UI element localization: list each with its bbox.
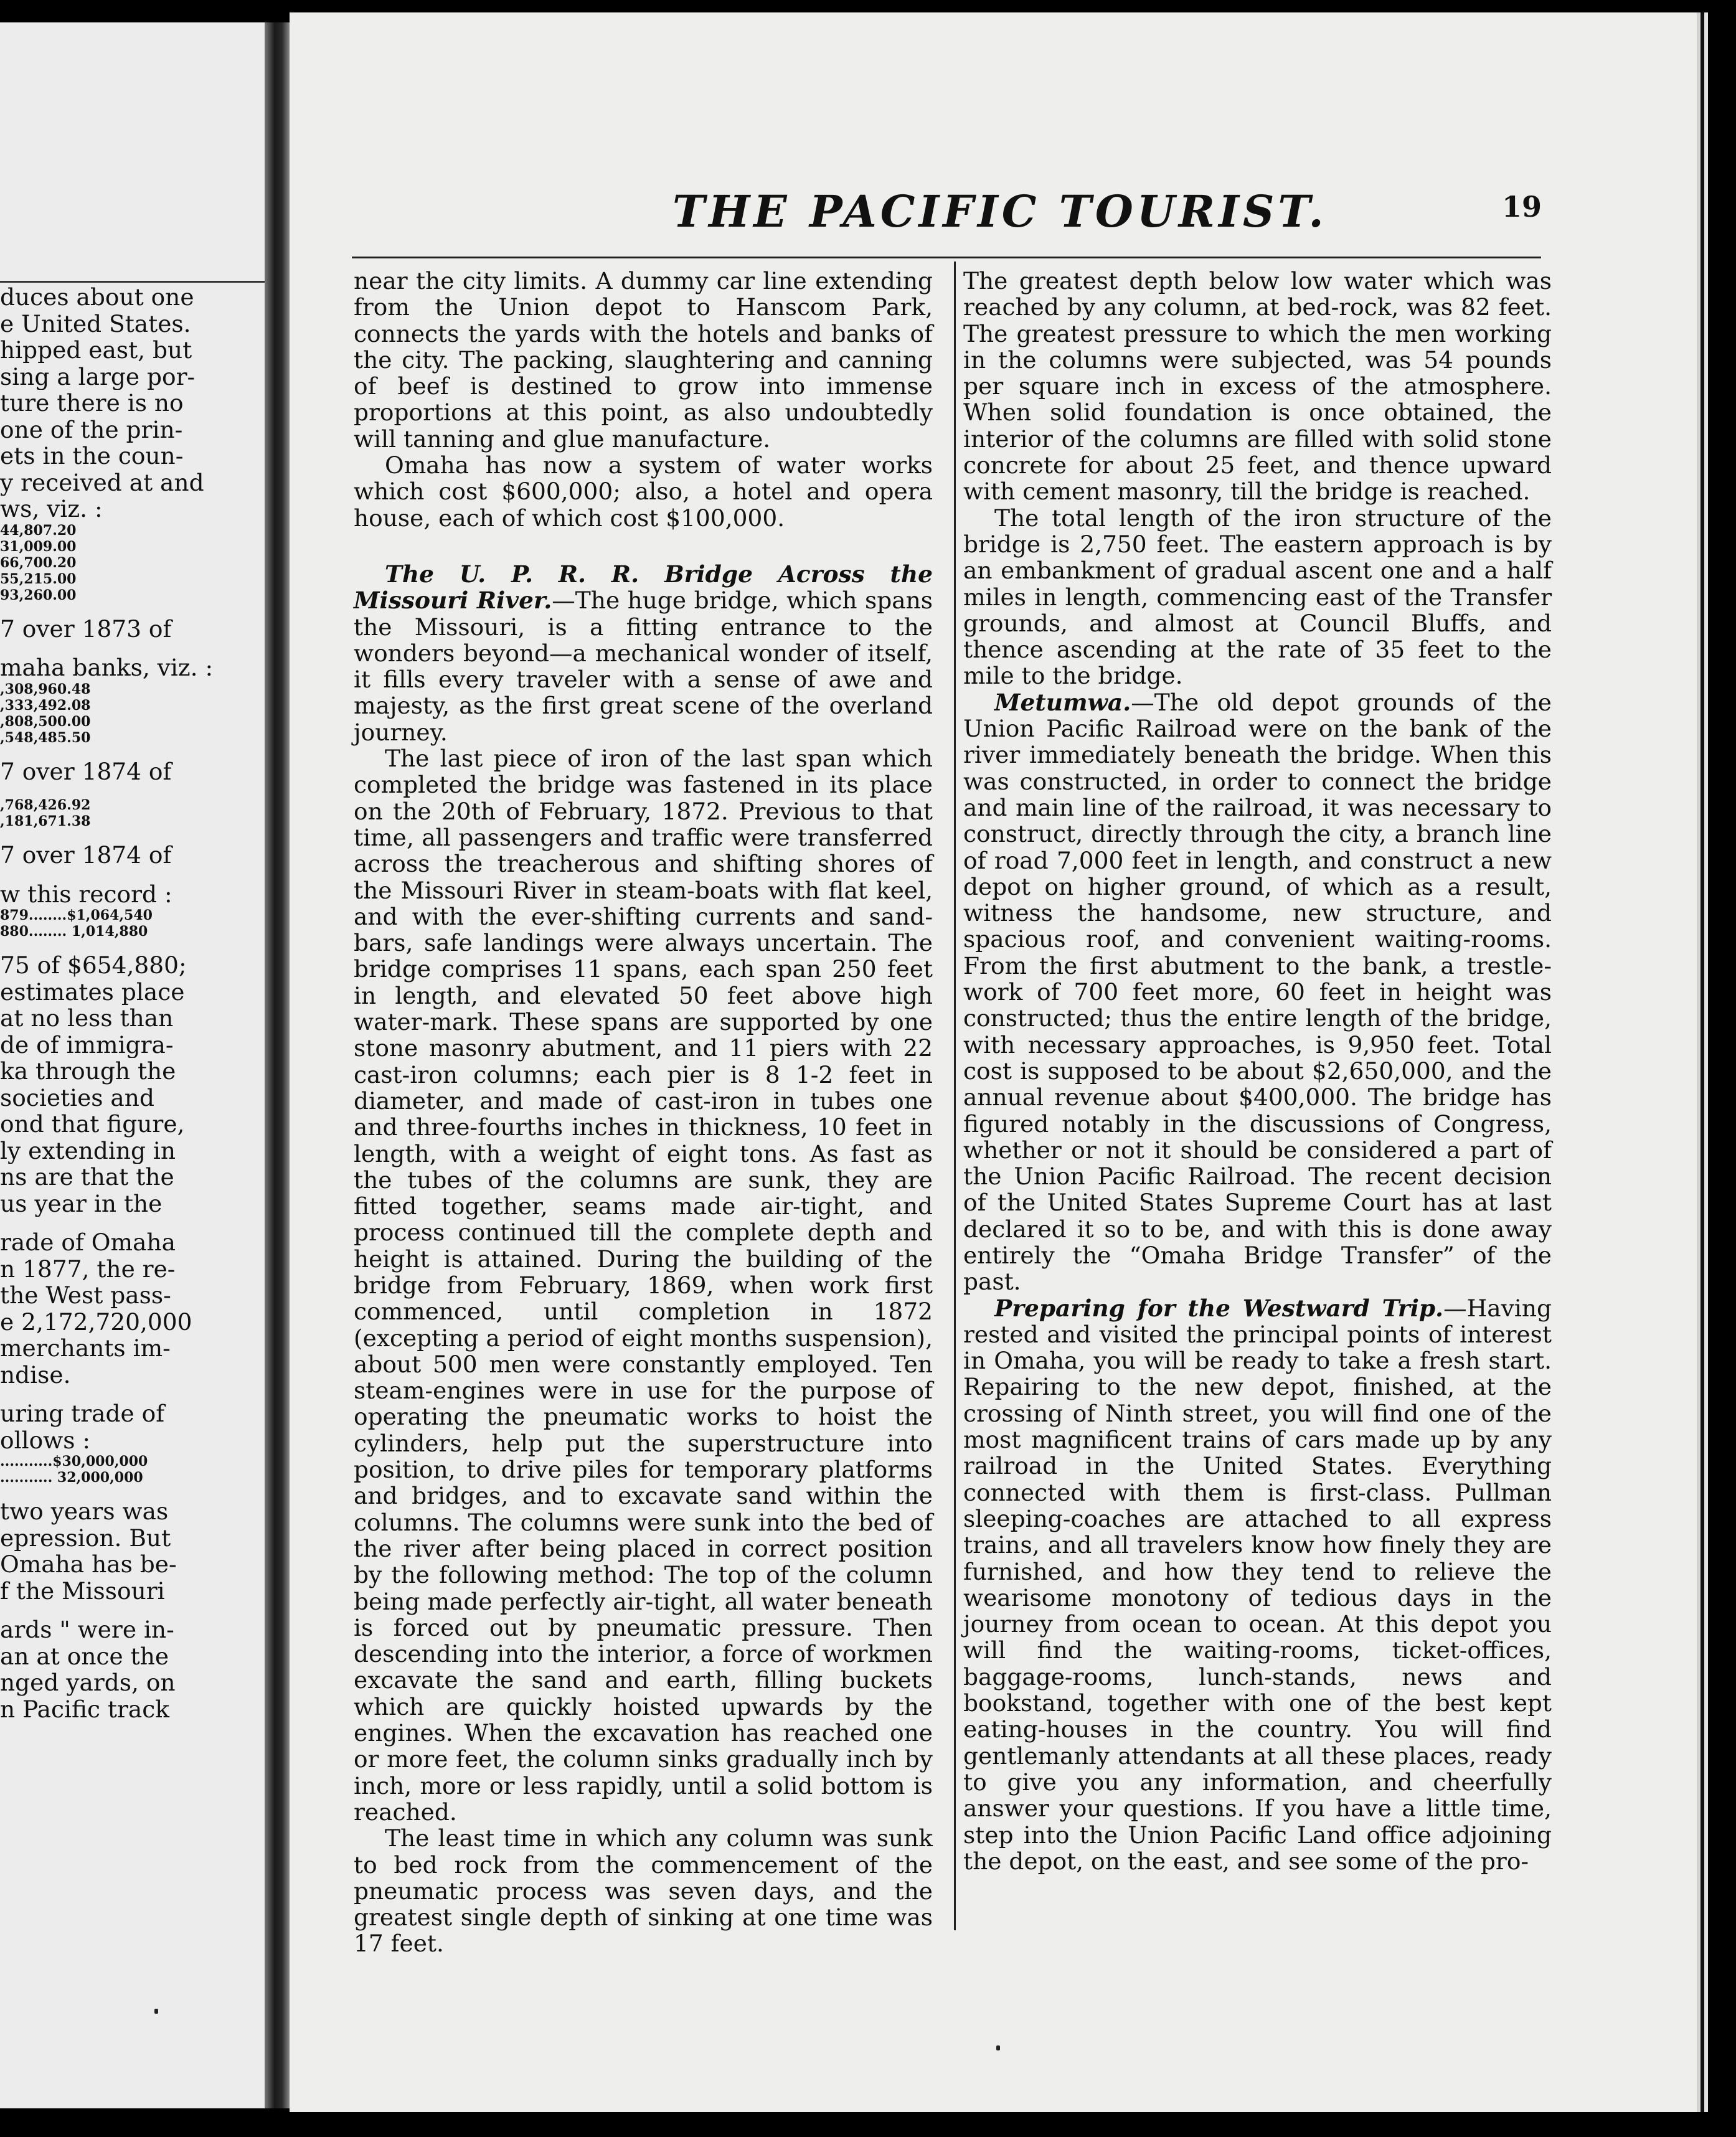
left-page-line: 879........$1,064,540 bbox=[0, 907, 153, 923]
left-page-line: rade of Omaha bbox=[0, 1229, 176, 1256]
line-gap bbox=[0, 603, 265, 616]
paragraph: near the city limits. A dummy car line extending from the Union depot to Hanscom Park, connects the yards with the hotels and banks of the city. The packing, slaughtering and canning of beef is destined to grow into immense proportions at this point, as also undoubtedly will tanning and glue manufacture. bbox=[354, 267, 933, 453]
paragraph bbox=[963, 689, 1552, 1295]
line-gap bbox=[0, 869, 265, 881]
column-divider bbox=[954, 262, 956, 1930]
left-page-line: 7 over 1873 of bbox=[0, 615, 172, 642]
left-page-line: ,181,671.38 bbox=[0, 813, 91, 829]
book-gutter bbox=[265, 22, 290, 2108]
left-page-line: estimates place bbox=[0, 978, 185, 1005]
paragraph-text: —The huge bridge, which spans the Missouri, is a fitting entrance to the wonders beyond—a mechanical wonder of itself, it fills every traveler with a sense of awe and majesty, as the first great scene of the overland journey. bbox=[354, 587, 933, 746]
left-page-line: 55,215.00 bbox=[0, 570, 77, 587]
section-heading: Metumwa. bbox=[994, 688, 1131, 716]
paragraph: Omaha has now a system of water works which cost $600,000; also, a hotel and opera house, each of which cost $100,000. bbox=[354, 451, 933, 532]
left-page-line: f the Missouri bbox=[0, 1577, 165, 1604]
print-speck bbox=[996, 2045, 1000, 2050]
print-speck bbox=[154, 2009, 158, 2014]
page-number: 19 bbox=[1502, 190, 1542, 224]
left-page-line: at no less than bbox=[0, 1005, 174, 1032]
left-page-line: y received at and bbox=[0, 469, 204, 496]
section-heading: The U. P. R. R. Bridge Across the Missouri River. bbox=[354, 560, 933, 615]
column-right bbox=[963, 268, 1552, 1874]
left-page-line: two years was bbox=[0, 1498, 169, 1525]
left-page-line: ,808,500.00 bbox=[0, 713, 91, 730]
left-page-line: an at once the bbox=[0, 1643, 169, 1669]
paragraph bbox=[354, 561, 933, 745]
line-gap bbox=[0, 1388, 265, 1400]
left-page-line: n Pacific track bbox=[0, 1696, 169, 1722]
left-page-text bbox=[0, 284, 265, 1722]
column-left bbox=[354, 268, 933, 1957]
left-page-line: 7 over 1874 of bbox=[0, 842, 172, 869]
left-page-line: w this record : bbox=[0, 880, 172, 907]
left-page-line: ndise. bbox=[0, 1361, 71, 1388]
left-page-line: ets in the coun- bbox=[0, 443, 184, 469]
line-gap bbox=[0, 829, 265, 842]
page-edge bbox=[1697, 12, 1708, 2112]
left-page-line: 93,260.00 bbox=[0, 587, 77, 603]
line-gap bbox=[0, 1217, 265, 1229]
left-page-line: merchants im- bbox=[0, 1335, 171, 1362]
left-page-line: sing a large por- bbox=[0, 363, 196, 390]
left-page-line: ond that figure, bbox=[0, 1111, 185, 1138]
paragraph: The last piece of iron of the last span which completed the bridge was fastened in its place on the 20th of February, 1872. Previous to that time, all passengers and traffic were transferred across the treacherous and shifting shores of the Missouri River in steam-boats with flat keel, and with the ever-shifting currents and sand-bars, safe landings were always uncertain. The bridge comprises 11 spans, each span 250 feet in length, and elevated 50 feet above high water-mark. These spans are supported by one stone masonry abutment, and 11 piers with 22 cast-iron columns; each pier is 8 1-2 feet in diameter, and made of cast-iron in tubes one and three-fourths inches in thickness, 10 feet in length, with a weight of eight tons. As fast as the tubes of the columns are sunk, they are fitted together, seams made air-tight, and process continued till the complete depth and height is attained. During the building of the bridge from February, 1869, when work first commenced, until completion in 1872 (excepting a period of eight months suspension), about 500 men were constantly employed. Ten steam-engines were in use for the purpose of operating the pneumatic works to hoist the cylinders, help put the superstructure into position, to drive piles for temporary platforms and bridges, and to excavate sand within the columns. The columns were sunk into the bed of the river after being placed in correct position by the following method: The top of the column being made perfectly air-tight, all water beneath is forced out by pneumatic pressure. Then descending into the interior, a force of workmen excavate the sand and earth, filling buckets which are quickly hoisted upwards by the engines. When the excavation has reached one or more feet, the column sinks gradually inch by inch, more or less rapidly, until a solid bottom is reached. bbox=[354, 745, 933, 1826]
left-page-line: de of immigra- bbox=[0, 1031, 174, 1058]
paragraph: The greatest depth below low water which was reached by any column, at bed-rock, was 82 feet. The greatest pressure to which the men working in the columns were subjected, was 54 pounds per square inch in excess of the atmosphere. When solid foundation is once obtained, the interior of the columns are filled with solid stone concrete for about 25 feet, and thence upward with cement masonry, till the bridge is reached. bbox=[963, 267, 1552, 506]
left-page-line: ollows : bbox=[0, 1427, 91, 1453]
left-page-line: epression. But bbox=[0, 1524, 171, 1551]
left-page-line: e United States. bbox=[0, 310, 191, 337]
left-page-line: 44,807.20 bbox=[0, 522, 77, 539]
left-page-line: 7 over 1874 of bbox=[0, 758, 172, 785]
header-rule bbox=[352, 257, 1541, 258]
left-page-line: ns are that the bbox=[0, 1164, 174, 1191]
left-page-line: Omaha has be- bbox=[0, 1551, 177, 1578]
left-page-line: 75 of $654,880; bbox=[0, 952, 187, 979]
line-gap bbox=[0, 746, 265, 758]
left-page bbox=[0, 22, 265, 2108]
line-gap bbox=[0, 642, 265, 654]
left-page-line: ka through the bbox=[0, 1058, 176, 1085]
left-page-line: duces about one bbox=[0, 284, 194, 311]
left-page-line: 31,009.00 bbox=[0, 538, 77, 555]
left-page-line: the West pass- bbox=[0, 1282, 171, 1309]
left-page-line: ,768,426.92 bbox=[0, 797, 91, 813]
left-page-line: ards " were in- bbox=[0, 1616, 174, 1643]
left-page-line: us year in the bbox=[0, 1190, 163, 1217]
left-page-line: n 1877, the re- bbox=[0, 1255, 176, 1282]
left-page-line: maha banks, viz. : bbox=[0, 654, 214, 681]
left-page-line: 880........ 1,014,880 bbox=[0, 923, 148, 940]
left-page-line: nged yards, on bbox=[0, 1669, 176, 1696]
section-heading: Preparing for the Westward Trip. bbox=[994, 1294, 1444, 1322]
left-page-line: ...........$30,000,000 bbox=[0, 1453, 148, 1469]
line-gap bbox=[0, 940, 265, 952]
paragraph-text: —Having rested and visited the principal points of interest in Omaha, you will be ready to take a fresh start. Repairing to the new depot, finished, at the crossing of Ninth street, you will find one of the most magnificent trains of cars made up by any railroad in the United States. Everything connected with them is first-class. Pullman sleeping-coaches are attached to all express trains, and all travelers know how finely they are furnished, and how they tend to relieve the wearisome monotony of tedious days in the journey from ocean to ocean. At this depot you will find the waiting-rooms, ticket-offices, baggage-rooms, lunch-stands, news and bookstand, together with one of the best kept eating-houses in the country. You will find gentlemanly attendants at all these places, ready to give you any information, and cheerfully answer your questions. If you have a little time, step into the Union Pacific Land office adjoining the depot, on the east, and see some of the pro- bbox=[963, 1294, 1552, 1875]
left-page-line: societies and bbox=[0, 1084, 154, 1111]
running-head: THE PACIFIC TOURIST. bbox=[672, 186, 1328, 237]
left-page-line: ........... 32,000,000 bbox=[0, 1469, 143, 1486]
paragraph: The total length of the iron structure of the bridge is 2,750 feet. The eastern approach is by an embankment of gradual ascent one and a half miles in length, commencing east of the Transfer grounds, and almost at Council Bluffs, and thence ascending at the rate of 35 feet to the mile to the bridge. bbox=[963, 504, 1552, 690]
line-gap bbox=[0, 1604, 265, 1616]
left-page-line: ,308,960.48 bbox=[0, 681, 91, 697]
paragraph-text: —The old depot grounds of the Union Pacific Railroad were on the bank of the river immediately beneath the bridge. When this was constructed, in order to connect the bridge and main line of the railroad, it was necessary to construct, directly through the city, a branch line of road 7,000 feet in length, and construct a new depot on higher ground, of which as a result, witness the handsome, new structure, and spacious roof, and convenient waiting-rooms. From the first abutment to the bank, a trestle-work of 700 feet more, 60 feet in height was constructed; thus the entire length of the bridge, with necessary approaches, is 9,950 feet. Total cost is supposed to be about $2,650,000, and the annual revenue about $400,000. The bridge has figured notably in the discussions of Congress, whether or not it should be considered a part of the Union Pacific Railroad. The recent decision of the United States Supreme Court has at last declared it so to be, and with this is done away entirely the “Omaha Bridge Transfer” of the past. bbox=[963, 688, 1552, 1296]
left-page-line: ture there is no bbox=[0, 390, 184, 417]
left-page-line: uring trade of bbox=[0, 1400, 165, 1427]
line-gap bbox=[0, 1486, 265, 1498]
line-gap bbox=[0, 785, 265, 797]
left-page-rule bbox=[0, 281, 265, 283]
paragraph: The least time in which any column was sunk to bed rock from the commencement of the pneumatic process was seven days, and the greatest single depth of sinking at one time was 17 feet. bbox=[354, 1824, 933, 1958]
paragraph bbox=[963, 1295, 1552, 1875]
left-page-line: one of the prin- bbox=[0, 416, 183, 443]
left-page-line: ,333,492.08 bbox=[0, 697, 91, 714]
left-page-line: hipped east, but bbox=[0, 337, 192, 364]
left-page-line: ly extending in bbox=[0, 1137, 176, 1164]
left-page-line: 66,700.20 bbox=[0, 554, 77, 571]
left-page-line: ws, viz. : bbox=[0, 496, 103, 522]
left-page-line: e 2,172,720,000 bbox=[0, 1308, 192, 1335]
left-page-line: ,548,485.50 bbox=[0, 729, 91, 746]
